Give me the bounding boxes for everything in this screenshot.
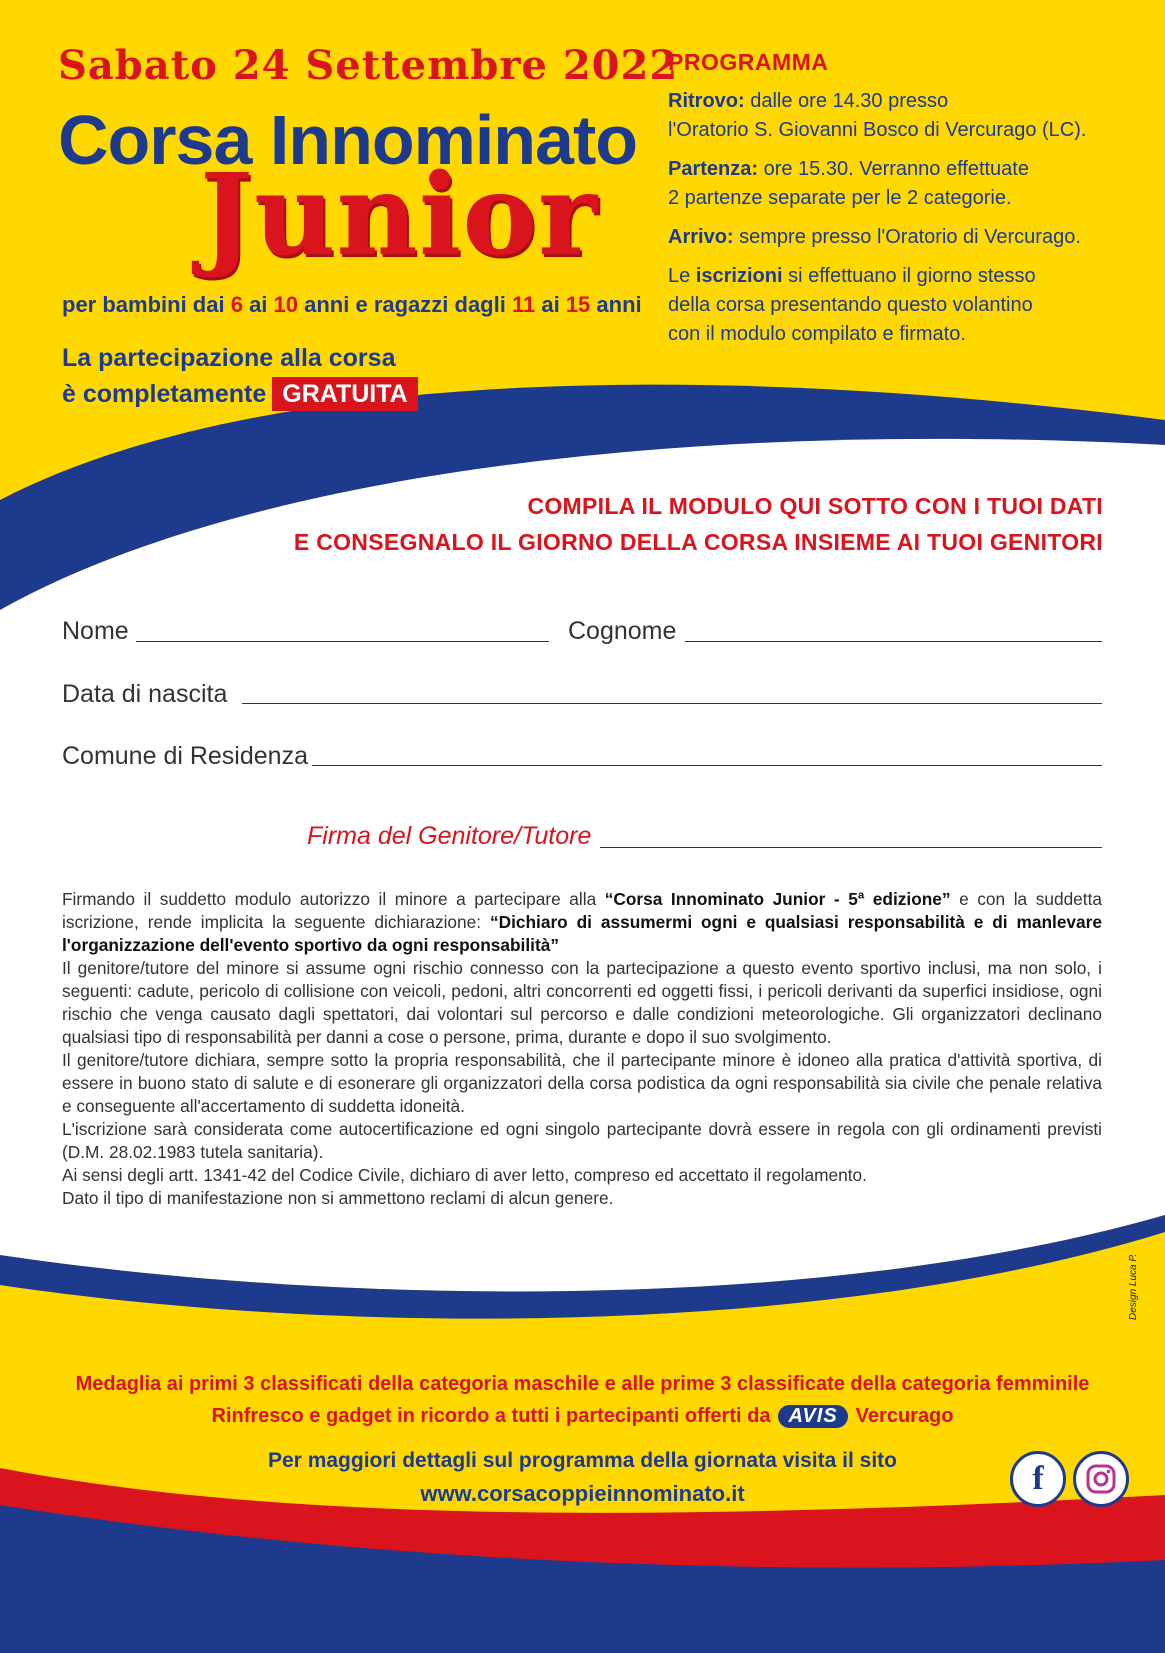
arrivo-info: Arrivo: sempre presso l'Oratorio di Vercurago. (668, 226, 1081, 248)
cognome-field[interactable] (685, 641, 1102, 642)
details-info: Per maggiori dettagli sul programma della giornata visita il sito (268, 1449, 897, 1472)
avis-logo: AVIS (778, 1405, 847, 1428)
facebook-icon[interactable]: f (1010, 1451, 1066, 1507)
comune-field[interactable] (312, 765, 1102, 766)
nome-field[interactable] (136, 641, 549, 642)
firma-field[interactable] (600, 847, 1102, 848)
partenza-info: Partenza: ore 15.30. Verranno effettuate 2 partenze separate per le 2 categorie. (668, 158, 1029, 209)
cognome-label: Cognome (568, 617, 677, 645)
refreshment-info: Rinfresco e gadget in ricordo a tutti i partecipanti offerti da AVIS Vercurago (211, 1405, 954, 1427)
title-corsa-innominato: Corsa Innominato (58, 101, 638, 179)
iscrizioni-info: Le iscrizioni si effettuano il giorno stesso della corsa presentando questo volantino con il modulo compilato e firmato. (668, 265, 1036, 345)
free-participation: La partecipazione alla corsa è completamente GRATUITA (62, 340, 418, 412)
age-categories: per bambini dai 6 ai 10 anni e ragazzi dagli 11 ai 15 anni (62, 292, 642, 317)
form-instructions: COMPILA IL MODULO QUI SOTTO CON I TUOI DATI E CONSEGNALO IL GIORNO DELLA CORSA INSIEME AI TUOI GENITORI (293, 493, 1103, 555)
programma-section (668, 48, 1138, 359)
website-link[interactable]: www.corsacoppieinnominato.it (420, 1481, 745, 1506)
nome-label: Nome (62, 617, 129, 645)
legal-declaration: Firmando il suddetto modulo autorizzo il minore a partecipare alla “Corsa Innominato Junior - 5ª edizione” e con la suddetta iscrizione, rende implicita la seguente dichiarazione: “Dichiaro di assumermi ogni e qualsiasi responsabilità e di manlevare l'organizzazione dell'evento sportivo da ogni responsabilità” Il genitore/tutore del minore si assume ogni rischio connesso con la partecipazione a questo evento sportivo inclusi, ma non solo, i seguenti: cadute, pericolo di collisione con veicoli, pedoni, altri concorrenti ed oggetti fissi, i pericoli derivanti da superfici insidiose, ogni rischio che venga causato dagli spettatori, dai volontari sul percorso e dalle condizioni meteorologiche. Gli organizzatori declinano qualsiasi tipo di responsabilità per danni a cose o persone, prima, durante e dopo il suo svolgimento. Il genitore/tutore dichiara, sempre sotto la propria responsabilità, che il partecipante minore è idoneo alla pratica d'attività sportiva, di essere in buono stato di salute e di esonerare gli organizzatori della corsa podistica da ogni responsabilità sia civile che penale relativa e conseguente all'accertamento di suddetta idoneità. L'iscrizione sarà considerata come autocertificazione ed ogni singolo partecipante dovrà essere in regola con gli ordinamenti previsti (D.M. 28.02.1983 tutela sanitaria). Ai sensi degli artt. 1341-42 del Codice Civile, dichiaro di aver letto, compreso ed accettato il regolamento. Dato il tipo di manifestazione non si ammettono reclami di alcun genere. (62, 889, 1102, 1208)
free-badge: GRATUITA (272, 377, 417, 411)
firma-label: Firma del Genitore/Tutore (307, 822, 592, 850)
title-junior: Junior (200, 150, 599, 281)
event-date: Sabato 24 Settembre 2022 (58, 42, 679, 89)
data-nascita-label: Data di nascita (62, 680, 228, 708)
ritrovo-info: Ritrovo: dalle ore 14.30 presso l'Oratorio S. Giovanni Bosco di Vercurago (LC). (668, 90, 1087, 141)
comune-label: Comune di Residenza (62, 742, 308, 770)
programma-heading: PROGRAMMA (668, 49, 829, 75)
instagram-icon[interactable] (1073, 1451, 1129, 1507)
design-credit: Design Luca P. (1128, 1253, 1139, 1320)
medals-info: Medaglia ai primi 3 classificati della categoria maschile e alle prime 3 classificate della categoria femminile (75, 1373, 1090, 1395)
data-nascita-field[interactable] (242, 703, 1102, 704)
